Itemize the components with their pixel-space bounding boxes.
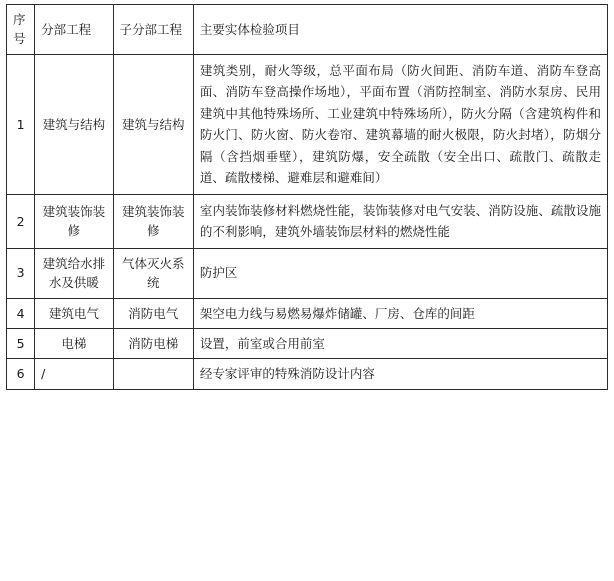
row-items: 设置，前室或合用前室 [193, 328, 607, 358]
row-subdivision: 气体灭火系统 [113, 248, 193, 298]
row-no: 6 [7, 359, 35, 389]
row-items: 经专家评审的特殊消防设计内容 [193, 359, 607, 389]
inspection-items-table [6, 4, 608, 390]
row-division: 建筑给水排水及供暖 [35, 248, 113, 298]
row-subdivision: 消防电梯 [113, 328, 193, 358]
row-division: 电梯 [35, 328, 113, 358]
row-no: 1 [7, 54, 35, 194]
row-no: 2 [7, 194, 35, 248]
row-items: 建筑类别，耐火等级，总平面布局（防火间距、消防车道、消防车登高面、消防车登高操作场地），平面布置（消防控制室、消防水泵房、民用建筑中其他特殊场所、工业建筑中特殊场所），防火分隔（含建筑构件和防火门、防火窗、防火卷帘、建筑幕墙的耐火极限，防火封堵），防烟分隔（含挡烟垂壁），建筑防爆，安全疏散（安全出口、疏散门、疏散走道、疏散楼梯、避难层和避难间） [193, 54, 607, 194]
table-row [7, 248, 608, 298]
row-subdivision: 消防电气 [113, 298, 193, 328]
row-no: 5 [7, 328, 35, 358]
row-division: 建筑装饰装修 [35, 194, 113, 248]
table-row [7, 194, 608, 248]
header-no: 序号 [7, 5, 35, 55]
row-division: 建筑与结构 [35, 54, 113, 194]
row-items: 防护区 [193, 248, 607, 298]
header-items: 主要实体检验项目 [193, 5, 607, 55]
row-no: 3 [7, 248, 35, 298]
row-items: 架空电力线与易燃易爆炸储罐、厂房、仓库的间距 [193, 298, 607, 328]
table-row [7, 328, 608, 358]
table-header-row [7, 5, 608, 55]
header-division: 分部工程 [35, 5, 113, 55]
table-row [7, 298, 608, 328]
row-no: 4 [7, 298, 35, 328]
row-items: 室内装饰装修材料燃烧性能，装饰装修对电气安装、消防设施、疏散设施的不利影响，建筑外墙装饰层材料的燃烧性能 [193, 194, 607, 248]
row-division: 建筑电气 [35, 298, 113, 328]
table-row [7, 54, 608, 194]
table-row [7, 359, 608, 389]
row-subdivision [113, 359, 193, 389]
row-subdivision: 建筑装饰装修 [113, 194, 193, 248]
row-division: / [35, 359, 113, 389]
header-subdivision: 子分部工程 [113, 5, 193, 55]
row-subdivision: 建筑与结构 [113, 54, 193, 194]
